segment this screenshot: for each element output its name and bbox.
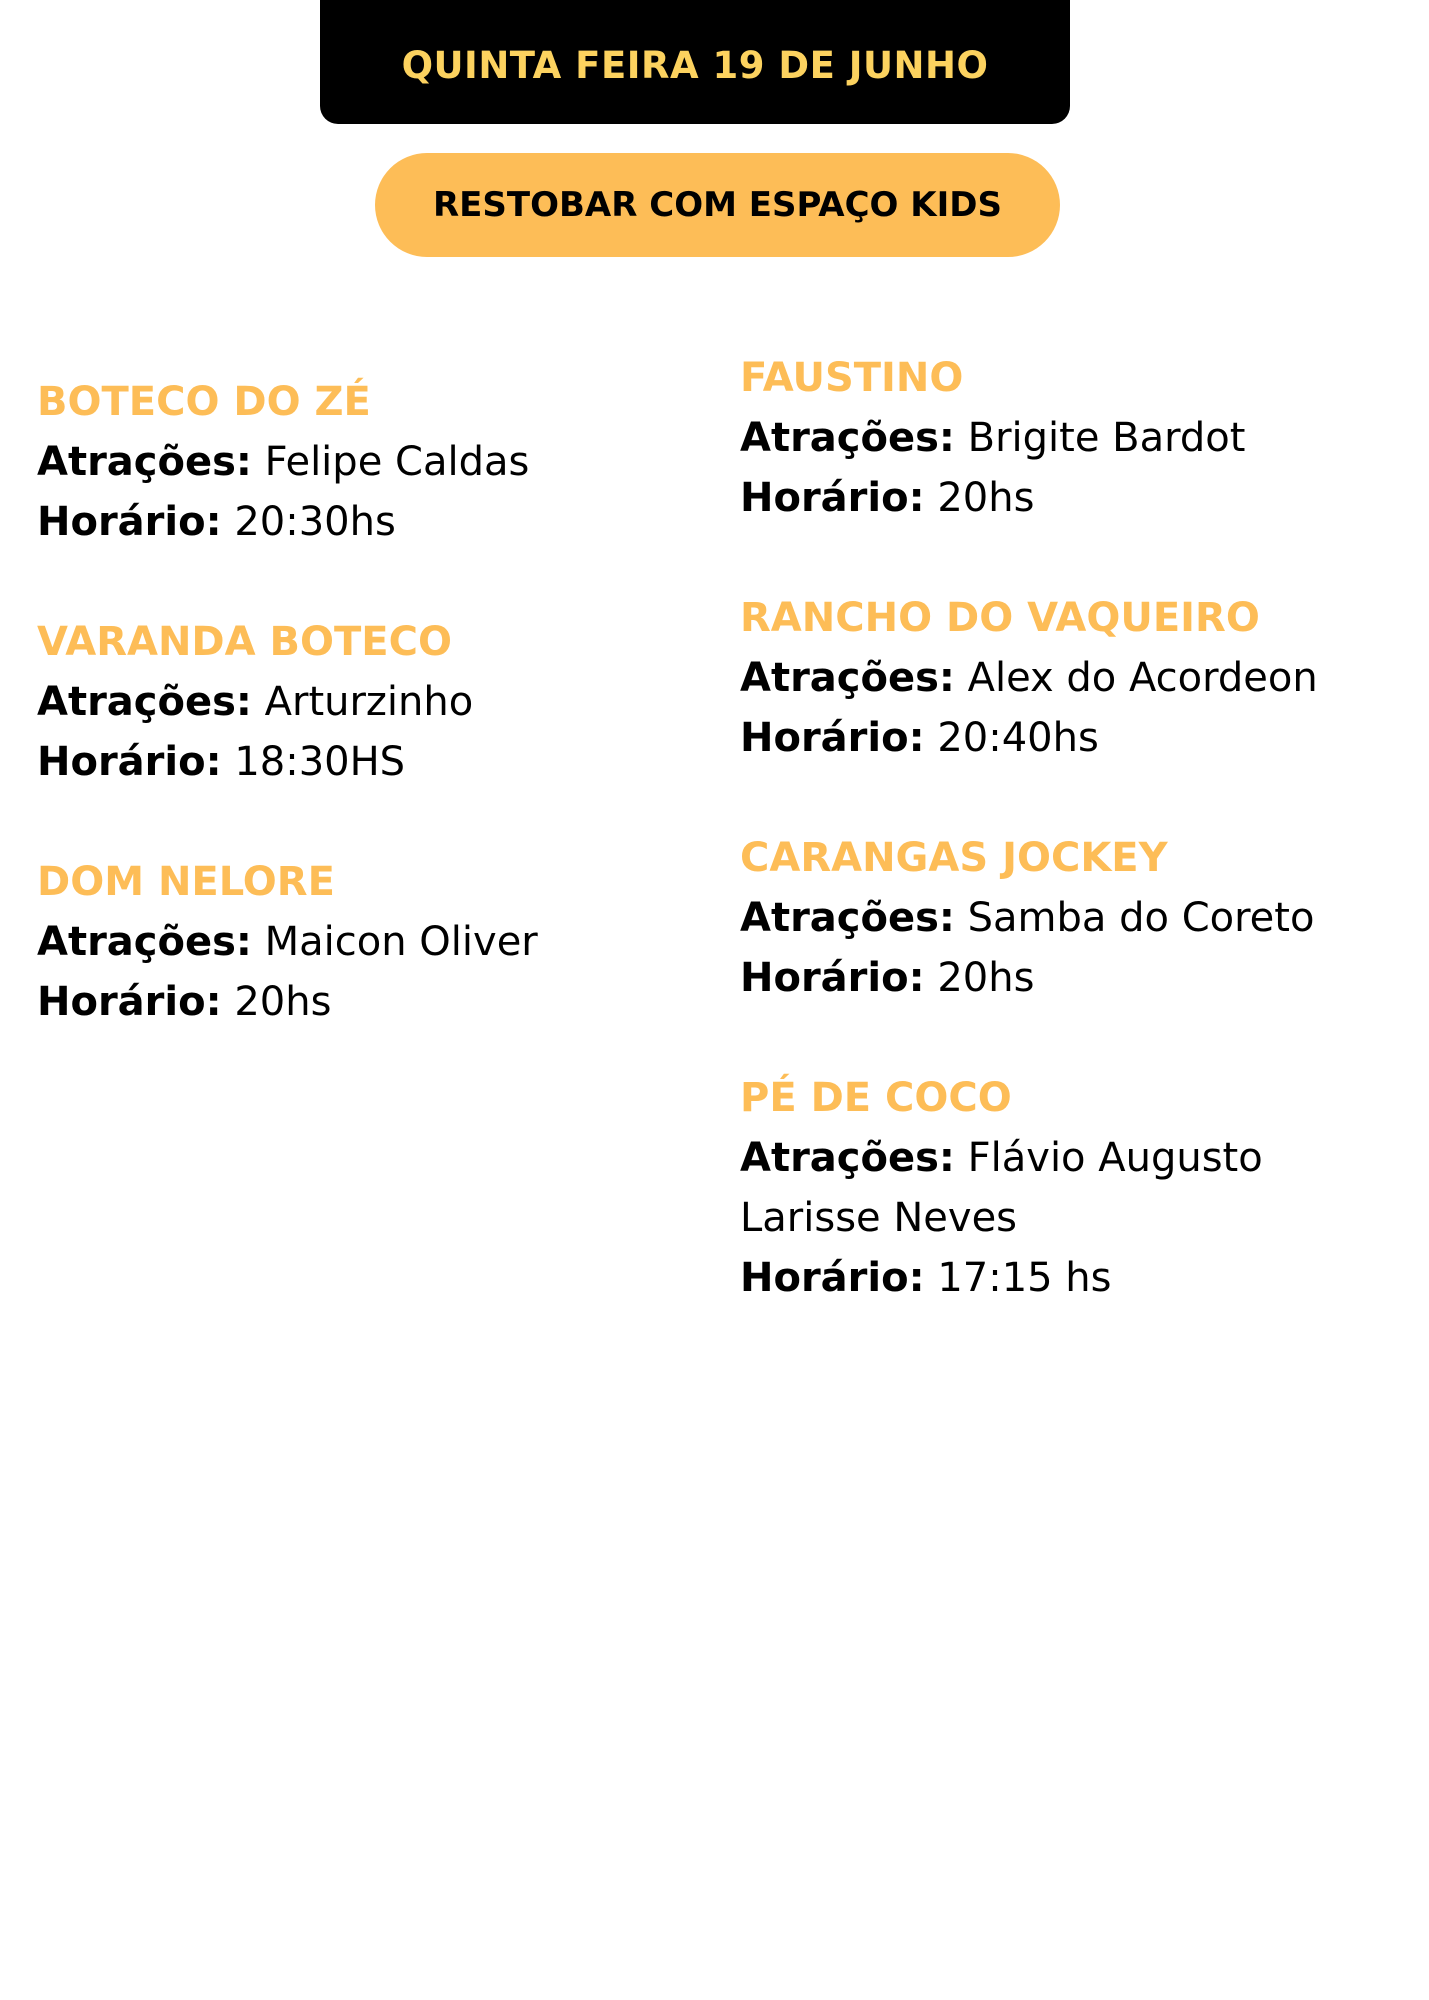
venue-attractions [37,672,697,732]
time-value: 18:30HS [234,739,406,785]
venue-time [37,732,697,792]
date-title: QUINTA FEIRA 19 DE JUNHO [401,43,989,87]
category-badge [375,153,1060,257]
venue-name: CARANGAS JOCKEY [740,835,1168,881]
venue-pe-de-coco [740,1068,1400,1308]
venue-attractions [37,432,697,492]
attractions-label: Atrações: [740,1135,955,1181]
attractions-value: Maicon Oliver [264,919,538,965]
attractions-value: Alex do Acordeon [967,655,1318,701]
venue-time [740,1248,1400,1308]
attractions-label: Atrações: [740,895,955,941]
venue-attractions [740,1128,1400,1188]
time-value: 20hs [937,475,1035,521]
venue-name: FAUSTINO [740,355,964,401]
venue-time [740,708,1400,768]
venue-time [37,972,697,1032]
time-value: 20:30hs [234,499,396,545]
date-banner [320,0,1070,124]
time-label: Horário: [740,955,925,1001]
venue-rancho-do-vaqueiro [740,588,1400,768]
venue-carangas-jockey [740,828,1400,1008]
attractions-value: Flávio Augusto [967,1135,1263,1181]
venue-name: VARANDA BOTECO [37,619,452,665]
attractions-value: Samba do Coreto [967,895,1315,941]
venue-dom-nelore [37,852,697,1032]
venue-name: RANCHO DO VAQUEIRO [740,595,1260,641]
venue-name: BOTECO DO ZÉ [37,379,371,425]
time-label: Horário: [740,475,925,521]
attractions-label: Atrações: [37,439,252,485]
venue-attractions [37,912,697,972]
venue-name: PÉ DE COCO [740,1075,1012,1121]
attractions-label: Atrações: [37,919,252,965]
time-label: Horário: [37,979,222,1025]
time-value: 20hs [937,955,1035,1001]
time-label: Horário: [740,715,925,761]
time-value: 20hs [234,979,332,1025]
venue-attractions [740,408,1400,468]
venue-name: DOM NELORE [37,859,335,905]
attractions-value: Brigite Bardot [967,415,1246,461]
venue-time [37,492,697,552]
attractions-value: Arturzinho [264,679,474,725]
venue-boteco-do-ze [37,372,697,552]
time-label: Horário: [740,1255,925,1301]
time-label: Horário: [37,499,222,545]
venue-time [740,948,1400,1008]
attractions-label: Atrações: [740,655,955,701]
venue-attractions [740,648,1400,708]
category-label: RESTOBAR COM ESPAÇO KIDS [433,185,1002,225]
venue-time [740,468,1400,528]
attractions-value: Felipe Caldas [264,439,530,485]
time-label: Horário: [37,739,222,785]
attractions-label: Atrações: [740,415,955,461]
venue-attractions [740,888,1400,948]
attractions-label: Atrações: [37,679,252,725]
time-value: 20:40hs [937,715,1099,761]
venue-faustino [740,348,1400,528]
time-value: 17:15 hs [937,1255,1112,1301]
venue-attractions-extra: Larisse Neves [740,1195,1018,1241]
venue-varanda-boteco [37,612,697,792]
